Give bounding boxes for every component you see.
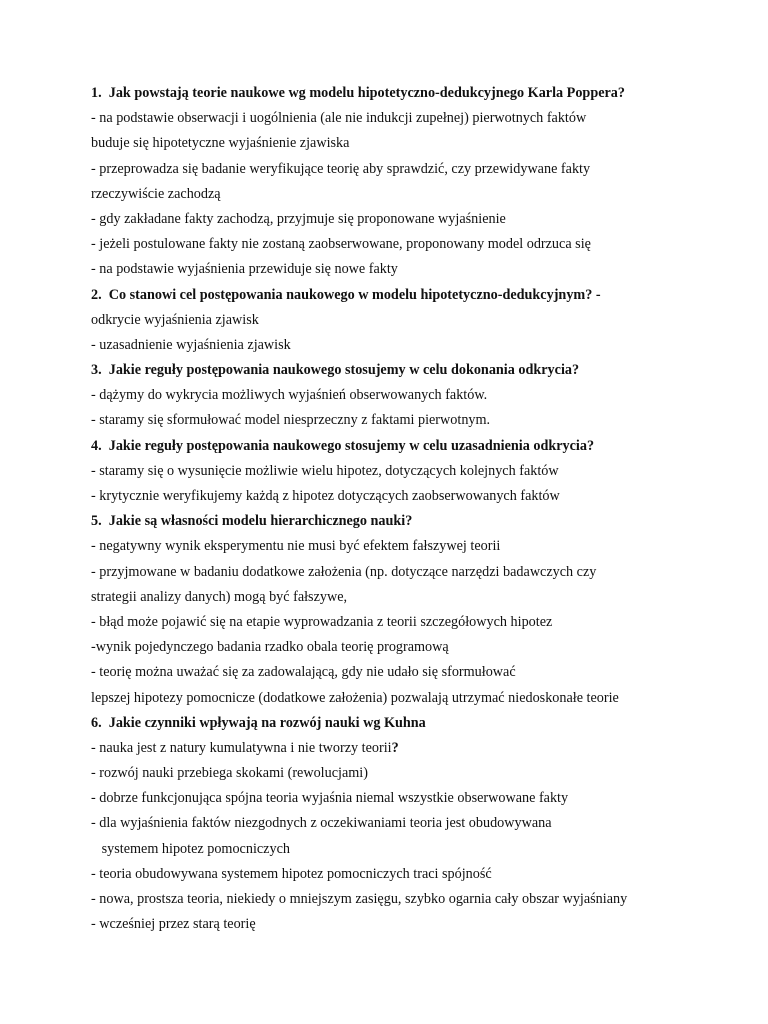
line-text: - jeżeli postulowane fakty nie zostaną zaobserwowane, proponowany model odrzuca się <box>91 236 591 253</box>
question-heading <box>91 283 741 308</box>
answer-line <box>91 308 741 333</box>
answer-line <box>91 585 741 610</box>
line-text: 3. Jakie reguły postępowania naukowego stosujemy w celu dokonania odkrycia? <box>91 362 580 379</box>
line-text: - staramy się o wysunięcie możliwie wielu hipotez, dotyczących kolejnych faktów <box>91 462 559 479</box>
answer-line <box>91 157 741 182</box>
line-text: - przyjmowane w badaniu dodatkowe założenia (np. dotyczące narzędzi badawczych czy <box>91 563 597 580</box>
line-text: rzeczywiście zachodzą <box>91 185 221 202</box>
line-text: - na podstawie obserwacji i uogólnienia (ale nie indukcji zupełnej) pierwotnych faktów <box>91 110 587 127</box>
line-text: - rozwój nauki przebiega skokami (rewolucjami) <box>91 765 368 782</box>
line-text: - błąd może pojawić się na etapie wyprowadzania z teorii szczegółowych hipotez <box>91 613 553 630</box>
answer-line <box>91 383 741 408</box>
line-text: - przeprowadza się badanie weryfikujące teorię aby sprawdzić, czy przewidywane fakty <box>91 160 591 177</box>
question-heading <box>91 81 741 106</box>
line-text: - wcześniej przez starą teorię <box>91 916 256 933</box>
line-text: buduje się hipotetyczne wyjaśnienie zjawiska <box>91 135 350 152</box>
line-text: systemem hipotez pomocniczych <box>91 840 290 857</box>
answer-line <box>91 811 741 836</box>
answer-line <box>91 459 741 484</box>
line-text: - dążymy do wykrycia możliwych wyjaśnień obserwowanych faktów. <box>91 387 488 404</box>
line-text: - gdy zakładane fakty zachodzą, przyjmuje się proponowane wyjaśnienie <box>91 210 506 227</box>
answer-line <box>91 484 741 509</box>
line-text: - krytycznie weryfikujemy każdą z hipotez dotyczących zaobserwowanych faktów <box>91 488 560 504</box>
line-text: - teoria obudowywana systemem hipotez pomocniczych traci spójność <box>91 865 492 882</box>
answer-line <box>91 333 741 358</box>
answer-line <box>91 560 741 585</box>
answer-line <box>91 837 741 862</box>
line-text: - staramy się sformułować model niesprzeczny z faktami pierwotnym. <box>91 412 491 429</box>
line-text: - teorię można uważać się za zadowalającą, gdy nie udało się sformułować <box>91 664 516 681</box>
answer-line <box>91 887 741 912</box>
line-text: - negatywny wynik eksperymentu nie musi być efektem fałszywej teorii <box>91 538 501 555</box>
line-text: lepszej hipotezy pomocnicze (dodatkowe założenia) pozwalają utrzymać niedoskonałe teorie <box>91 689 619 706</box>
line-text: - uzasadnienie wyjaśnienia zjawisk <box>91 336 291 353</box>
question-heading <box>91 711 741 736</box>
question-heading <box>91 434 741 459</box>
line-text: 2. Co stanowi cel postępowania naukowego w modelu hipotetyczno-dedukcyjnym? - <box>91 286 601 303</box>
answer-line <box>91 131 741 156</box>
answer-line <box>91 786 741 811</box>
line-text: strategii analizy danych) mogą być fałszywe, <box>91 588 348 605</box>
line-text: 5. Jakie są własności modelu hierarchicznego nauki? <box>91 513 413 530</box>
line-text: 1. Jak powstają teorie naukowe wg modelu hipotetyczno-dedukcyjnego Karla Poppera? <box>91 85 625 101</box>
document-page <box>91 81 741 937</box>
answer-line <box>91 635 741 660</box>
answer-line <box>91 761 741 786</box>
answer-line <box>91 182 741 207</box>
line-text: - dobrze funkcjonująca spójna teoria wyjaśnia niemal wszystkie obserwowane fakty <box>91 790 569 807</box>
line-text: - dla wyjaśnienia faktów niezgodnych z oczekiwaniami teoria jest obudowywana <box>91 815 552 832</box>
answer-line <box>91 862 741 887</box>
line-text: - nauka jest z natury kumulatywna i nie tworzy teorii <box>91 739 392 756</box>
line-text: 6. Jakie czynniki wpływają na rozwój nauki wg Kuhna <box>91 714 426 731</box>
answer-line <box>91 686 741 711</box>
answer-line <box>91 912 741 937</box>
line-text: - nowa, prostsza teoria, niekiedy o mniejszym zasięgu, szybko ogarnia cały obszar wyjaśniany <box>91 891 628 907</box>
answer-line <box>91 610 741 635</box>
line-text: odkrycie wyjaśnienia zjawisk <box>91 311 259 328</box>
answer-line <box>91 257 741 282</box>
answer-line <box>91 660 741 685</box>
question-heading <box>91 358 741 383</box>
answer-line <box>91 106 741 131</box>
line-tail: ? <box>391 739 399 756</box>
line-text: 4. Jakie reguły postępowania naukowego stosujemy w celu uzasadnienia odkrycia? <box>91 437 595 454</box>
answer-line <box>91 408 741 433</box>
answer-line <box>91 207 741 232</box>
answer-line <box>91 736 741 761</box>
answer-line <box>91 534 741 559</box>
question-heading <box>91 509 741 534</box>
answer-line <box>91 232 741 257</box>
line-text: - na podstawie wyjaśnienia przewiduje się nowe fakty <box>91 261 398 278</box>
line-text: -wynik pojedynczego badania rzadko obala teorię programową <box>91 639 449 656</box>
